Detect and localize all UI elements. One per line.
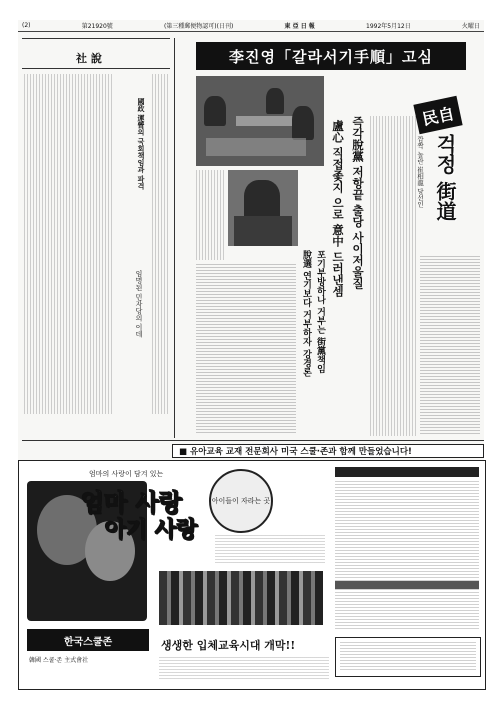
ad-feature-list: [215, 535, 325, 565]
meeting-photo: [196, 76, 324, 166]
editorial-body-text: [24, 74, 112, 414]
ad-promo: 생생한 입체교육시대 개막!!: [161, 639, 296, 652]
ad-company-sub: 韓國 스쿨·존 主式會社: [29, 657, 89, 664]
editorial-heading: 社 說: [76, 52, 102, 65]
newspaper-name: 東 亞 日 報: [284, 23, 315, 30]
badge-top: 民自: [413, 96, 462, 134]
ad-price-table: [159, 657, 329, 681]
ad-info-text: [335, 481, 479, 631]
editorial-top-rule: [22, 38, 170, 39]
ad-info-divider: [335, 581, 479, 589]
portrait-photo: [228, 170, 298, 246]
ad-order-box: [335, 637, 481, 677]
issue-day: 火曜日: [461, 23, 480, 30]
story-text-d: [420, 256, 480, 436]
ad-slogan-1: 엄마 사랑: [81, 488, 183, 517]
column-badge: [416, 100, 474, 240]
newspaper-page: [18, 20, 484, 690]
advertisement: [18, 460, 486, 690]
story-text-a: [196, 170, 224, 260]
editorial-body-text-2: [152, 74, 170, 414]
ad-banner: ■ 유아교육 교재 전문회사 미국 스쿨·존과 함께 만들었습니다!: [172, 444, 484, 458]
editorial-heading-rule: [22, 68, 170, 69]
ad-product-books: [159, 571, 323, 625]
deck-4: 脫選 연기보다 거부하자 강경론: [301, 250, 311, 377]
ad-company-name: [27, 629, 149, 651]
main-headline: 李진영「갈라서기手順」고심: [196, 42, 466, 70]
deck-3: 포기부방하나 거부는 街黨책임: [315, 250, 325, 374]
ad-info-header: [335, 467, 479, 477]
page-number: (2): [22, 22, 31, 29]
issue-date: 1992年5月12日: [366, 23, 411, 30]
deck-1: 盧心 직접좇지 으로 意中 드러낸셈: [331, 120, 345, 298]
ad-company-label: 한국스쿨존: [63, 636, 113, 648]
editorial-divider: [174, 38, 175, 438]
editorial-headline-2: 임명된 민자당의 이데: [135, 270, 143, 338]
deck-2: 즉각脫黨 저항끝 출당 사이저울질: [351, 116, 365, 290]
page-header: [18, 20, 484, 32]
ad-logo-seal: [209, 469, 273, 533]
editorial-headline-1: 國政 運營의 국회책임과 파격: [137, 98, 146, 190]
badge-title: 걱정 街道: [433, 134, 457, 221]
ad-tagline: 엄마의 사랑이 담겨 있는: [89, 470, 164, 478]
ad-slogan-2: 아기 사랑: [105, 517, 198, 543]
badge-subtitle: 깜짝 놀란 崔相龍 당선인: [416, 136, 424, 208]
registration-note: (第三種郵便物認可)(日刊): [163, 23, 234, 30]
story-text-b: [370, 116, 416, 436]
story-text-c: [196, 264, 296, 434]
ad-top-rule: [22, 440, 484, 441]
ad-logo-text: 아이들이 자라는 곳: [211, 497, 271, 505]
issue-number: 第21920號: [81, 23, 113, 30]
